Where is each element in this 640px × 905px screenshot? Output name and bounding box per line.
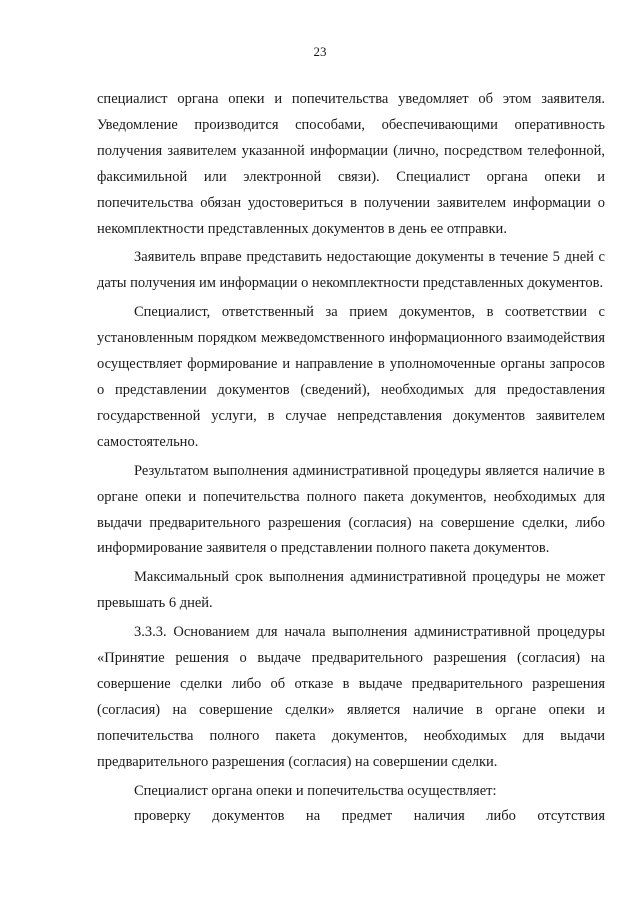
paragraph-applicant-rights: Заявитель вправе представить недостающие документы в течение 5 дней с даты получения им информации о некомплектности представленных документов. <box>97 249 605 292</box>
paragraph-max-duration: Максимальный срок выполнения административной процедуры не может превышать 6 дней. <box>97 569 605 612</box>
paragraph-document-check: проверку документов на предмет наличия либо отсутствия <box>134 808 605 825</box>
body-text <box>97 87 605 830</box>
paragraph-specialist-actions: Специалист органа опеки и попечительства осуществляет: <box>134 782 497 799</box>
paragraph-interagency-request: Специалист, ответственный за прием документов, в соответствии с установленным порядком межведомственного информационного взаимодействия осуществляет формирование и направление в уполномоченные органы запросов о представлении документов (сведений), необходимых для предоставления государственной услуги, в случае непредставления документов заявителем самостоятельно. <box>97 304 605 450</box>
paragraph-procedure-result: Результатом выполнения административной процедуры является наличие в органе опеки и попечительства полного пакета документов, необходимых для выдачи предварительного разрешения (согласия) на совершение сделки, либо информирование заявителя о представлении полного пакета документов. <box>97 462 605 557</box>
paragraph-section-3-3-3: 3.3.3. Основанием для начала выполнения административной процедуры «Принятие решения о выдаче предварительного разрешения (согласия) на совершение сделки либо об отказе в выдаче предварительного разрешения (согласия) на совершение сделки» является наличие в органе опеки и попечительства полного пакета документов, необходимых для выдачи предварительного разрешения (согласия) на совершении сделки. <box>97 624 605 770</box>
page-number: 23 <box>313 44 327 59</box>
paragraph-notification: специалист органа опеки и попечительства уведомляет об этом заявителя. Уведомление производится способами, обеспечивающими оперативность получения заявителем указанной информации (лично, посредством телефонной, факсимильной или электронной связи). Специалист органа опеки и попечительства обязан удостовериться в получении заявителем информации о некомплектности представленных документов в день ее отправки. <box>97 91 605 237</box>
